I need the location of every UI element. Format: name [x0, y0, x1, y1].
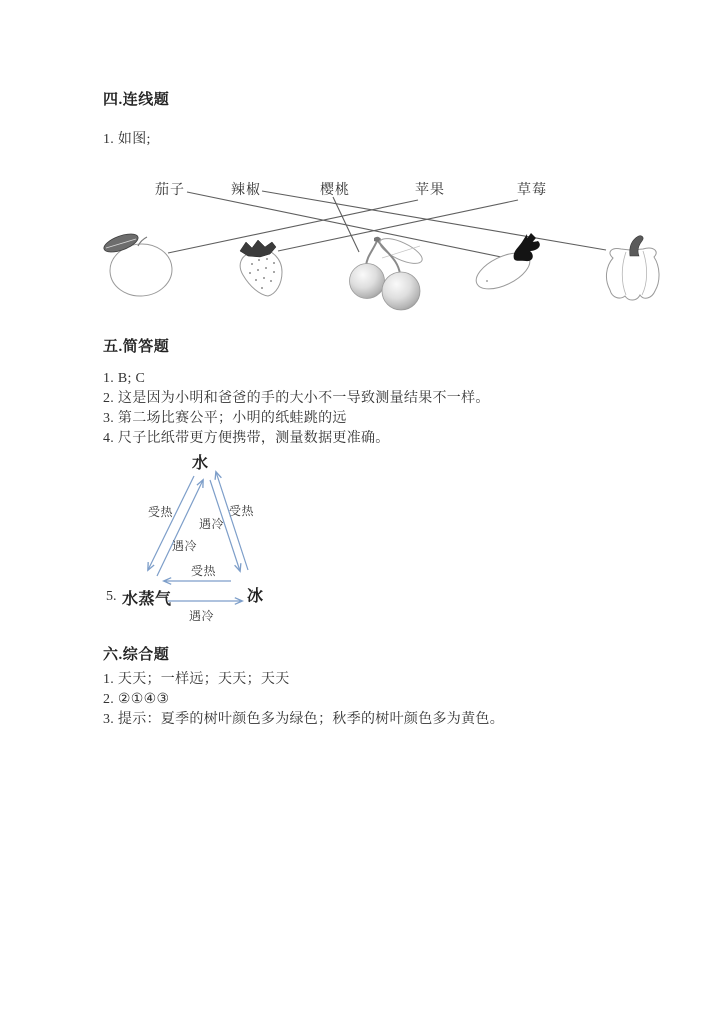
- arrow-vapor-to-water: [157, 480, 203, 576]
- diagram-question-number: 5.: [106, 589, 117, 604]
- answer-line: 2. ②①④③: [103, 692, 170, 707]
- cherry-image: [350, 234, 426, 310]
- edge-label-cooled-left: 遇冷: [172, 539, 198, 553]
- section-6-answers: [103, 670, 504, 730]
- answer-line: 1. 天天；一样远；天天；天天: [103, 672, 290, 687]
- matching-figure: [0, 0, 720, 330]
- edge-label-heated-bottom: 受热: [191, 564, 217, 578]
- answer-line: 3. 提示：夏季的树叶颜色多为绿色；秋季的树叶颜色多为黄色。: [103, 712, 504, 727]
- edge-label-cooled-middle: 遇冷: [199, 517, 225, 531]
- match-word-eggplant: 茄子: [155, 183, 185, 198]
- match-word-strawberry: 草莓: [517, 183, 547, 198]
- arrow-ice-to-water: [216, 472, 248, 570]
- node-water: 水: [192, 455, 209, 472]
- apple-image: [102, 230, 174, 298]
- arrow-water-to-ice: [210, 480, 240, 571]
- match-word-pepper: 辣椒: [231, 183, 261, 198]
- answer-line: 2. 这是因为小明和爸爸的手的大小不一导致测量结果不一样。: [103, 391, 490, 406]
- node-ice: 冰: [247, 588, 264, 605]
- edge-label-cooled-bottom: 遇冷: [189, 609, 215, 623]
- edge-label-heated-right: 受热: [229, 504, 255, 518]
- arrow-water-to-vapor: [148, 476, 194, 570]
- section-5-answers: [103, 369, 490, 449]
- section-5-title: 五.简答题: [103, 339, 170, 355]
- bell-pepper-image: [606, 236, 659, 300]
- match-word-cherry: 樱桃: [320, 183, 350, 198]
- strawberry-image: [240, 240, 282, 296]
- section-4-title: 四.连线题: [103, 92, 170, 108]
- state-change-arrows: [95, 445, 280, 630]
- section-4-item-1: 1. 如图;: [103, 132, 151, 147]
- line-lajiao-pepper: [262, 191, 606, 250]
- match-word-apple: 苹果: [415, 183, 445, 198]
- eggplant-image: [471, 233, 540, 296]
- section-6-title: 六.综合题: [103, 647, 170, 663]
- matching-lines-and-images: [0, 165, 720, 325]
- answer-line: 1. B; C: [103, 371, 146, 386]
- node-vapor: 水蒸气: [122, 591, 172, 608]
- edge-label-heated-left: 受热: [148, 505, 174, 519]
- answer-line: 4. 尺子比纸带更方便携带，测量数据更准确。: [103, 431, 390, 446]
- answer-line: 3. 第二场比赛公平；小明的纸蛙跳的远: [103, 411, 347, 426]
